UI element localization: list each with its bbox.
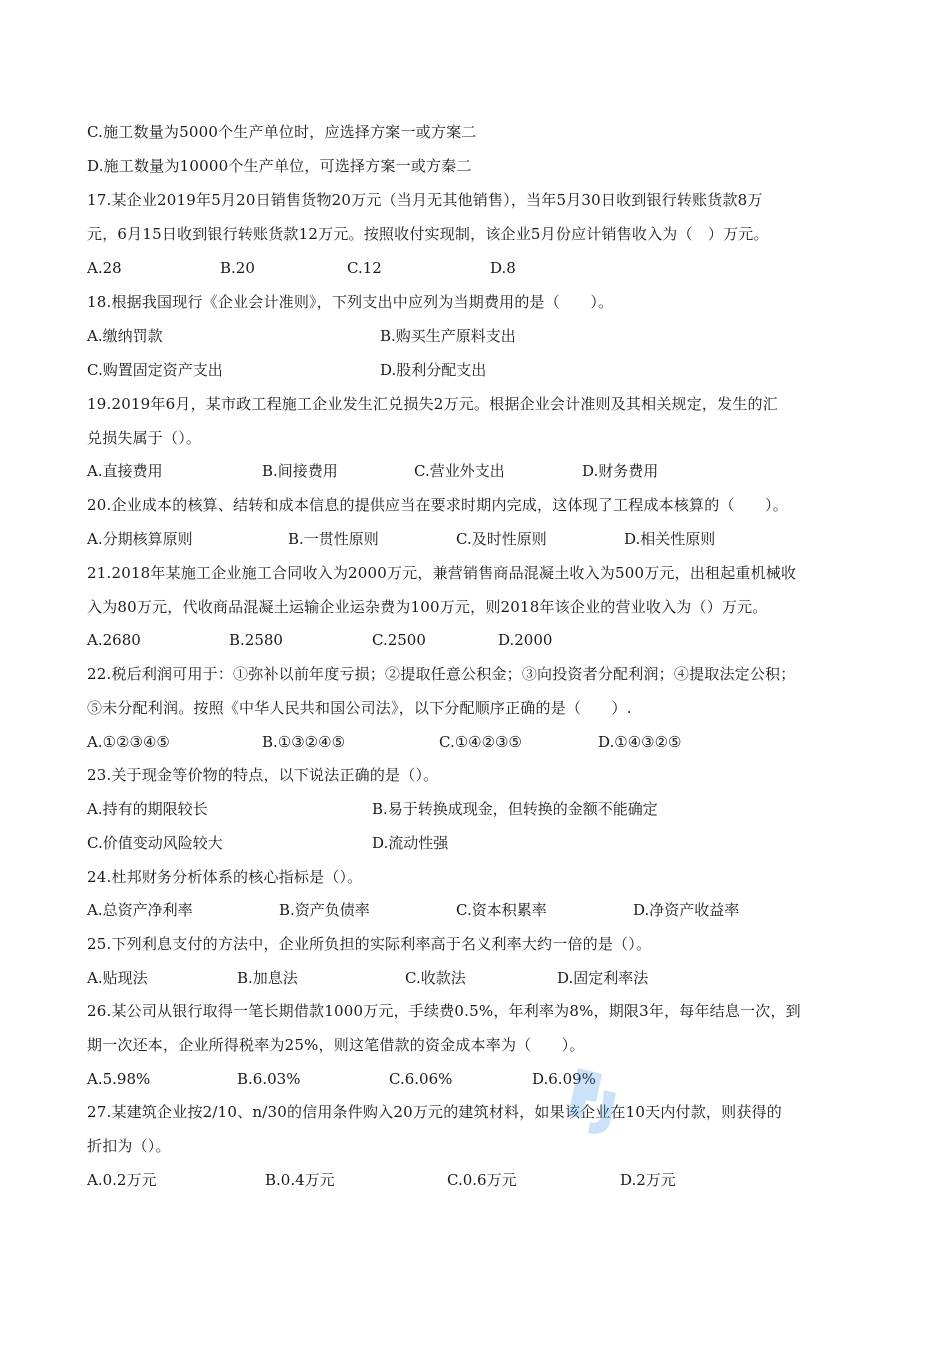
watermark-logo-icon — [560, 1060, 620, 1140]
text-line: 折扣为（）。 — [87, 1137, 171, 1155]
option-a: A.0.2万元 — [87, 1171, 157, 1189]
option-a: A.2680 — [87, 631, 141, 649]
question-18: 18.根据我国现行《企业会计准则》，下列支出中应列为当期费用的是（ ）。 — [87, 293, 614, 311]
option-b: B.易于转换成现金，但转换的金额不能确定 — [372, 800, 658, 818]
option-c: C.2500 — [372, 631, 426, 649]
option-a: A.持有的期限较长 — [87, 800, 208, 818]
option-d: D.相关性原则 — [624, 530, 716, 548]
option-d: D.①④③②⑤ — [598, 733, 682, 751]
option-b: B.①③②④⑤ — [262, 733, 346, 751]
text-line: 入为80万元，代收商品混凝土运输企业运杂费为100万元，则2018年该企业的营业收入为（）万元。 — [87, 598, 768, 616]
option-c: C.营业外支出 — [414, 462, 505, 480]
question-26: 26.某公司从银行取得一笔长期借款1000万元，手续费0.5%，年利率为8%，期限3年，每年结息一次，到 — [87, 1002, 801, 1020]
option-d: D.财务费用 — [582, 462, 659, 480]
option-c: C.收款法 — [405, 969, 466, 987]
option-b: B.加息法 — [237, 969, 298, 987]
option-a: A.缴纳罚款 — [87, 327, 163, 345]
option-d: D.固定利率法 — [557, 969, 649, 987]
option-b: B.资产负债率 — [279, 901, 370, 919]
option-a: A.分期核算原则 — [87, 530, 193, 548]
option-a: A.5.98% — [87, 1070, 151, 1088]
option-a: A.总资产净利率 — [87, 901, 193, 919]
text-line: D.施工数量为10000个生产单位，可选择方案一或方秦二 — [87, 157, 472, 175]
text-line: ⑤未分配利润。按照《中华人民共和国公司法》，以下分配顺序正确的是（ ）. — [87, 699, 632, 717]
option-b: B.20 — [220, 259, 255, 277]
option-c: C.0.6万元 — [447, 1171, 517, 1189]
option-d: D.股利分配支出 — [380, 361, 487, 379]
question-25: 25.下列利息支付的方法中，企业所负担的实际利率高于名义利率大约一倍的是（）。 — [87, 935, 652, 953]
question-19: 19.2019年6月，某市政工程施工企业发生汇兑损失2万元。根据企业会计准则及其相关规定，发生的汇 — [87, 395, 778, 413]
question-23: 23.关于现金等价物的特点，以下说法正确的是（）。 — [87, 766, 439, 784]
option-c: C.购置固定资产支出 — [87, 361, 223, 379]
option-c: C.①④②③⑤ — [439, 733, 522, 751]
option-d: D.6.09% — [532, 1070, 596, 1088]
option-a: A.直接费用 — [87, 462, 163, 480]
option-d: D.流动性强 — [372, 834, 449, 852]
question-24: 24.杜邦财务分析体系的核心指标是（）。 — [87, 868, 363, 886]
option-c: C.价值变动风险较大 — [87, 834, 223, 852]
option-c: C.6.06% — [389, 1070, 453, 1088]
option-d: D.8 — [490, 259, 516, 277]
option-c: C.及时性原则 — [456, 530, 547, 548]
option-b: B.0.4万元 — [265, 1171, 335, 1189]
option-b: B.6.03% — [237, 1070, 301, 1088]
option-d: D.2000 — [498, 631, 553, 649]
question-27: 27.某建筑企业按2/10、n/30的信用条件购入20万元的建筑材料，如果该企业在10天内付款，则获得的 — [87, 1103, 782, 1121]
text-line: 元，6月15日收到银行转账货款12万元。按照收付实现制，该企业5月份应计销售收入为（ ）万元。 — [87, 225, 769, 243]
option-b: B.一贯性原则 — [288, 530, 379, 548]
option-b: B.购买生产原料支出 — [380, 327, 516, 345]
option-d: D.净资产收益率 — [633, 901, 740, 919]
option-a: A.28 — [87, 259, 122, 277]
question-22: 22.税后利润可用于：①弥补以前年度亏损；②提取任意公积金；③向投资者分配利润；④提取法定公积； — [87, 665, 796, 683]
option-d: D.2万元 — [620, 1171, 676, 1189]
option-b: B.2580 — [229, 631, 283, 649]
question-21: 21.2018年某施工企业施工合同收入为2000万元，兼营销售商品混凝土收入为500万元，出租起重机械收 — [87, 564, 797, 582]
option-a: A.①②③④⑤ — [87, 733, 170, 751]
option-b: B.间接费用 — [262, 462, 338, 480]
text-line: 期一次还本，企业所得税率为25%，则这笔借款的资金成本率为（ ）。 — [87, 1036, 585, 1054]
option-c: C.资本积累率 — [456, 901, 547, 919]
text-line: C.施工数量为5000个生产单位时，应选择方案一或方案二 — [87, 123, 477, 141]
text-line: 兑损失属于（）。 — [87, 429, 202, 447]
question-17: 17.某企业2019年5月20日销售货物20万元（当月无其他销售），当年5月30日收到银行转账货款8万 — [87, 191, 763, 209]
option-a: A.贴现法 — [87, 969, 148, 987]
question-20: 20.企业成本的核算、结转和成本信息的提供应当在要求时期内完成，这体现了工程成本核算的（ ）。 — [87, 496, 788, 514]
option-c: C.12 — [347, 259, 382, 277]
